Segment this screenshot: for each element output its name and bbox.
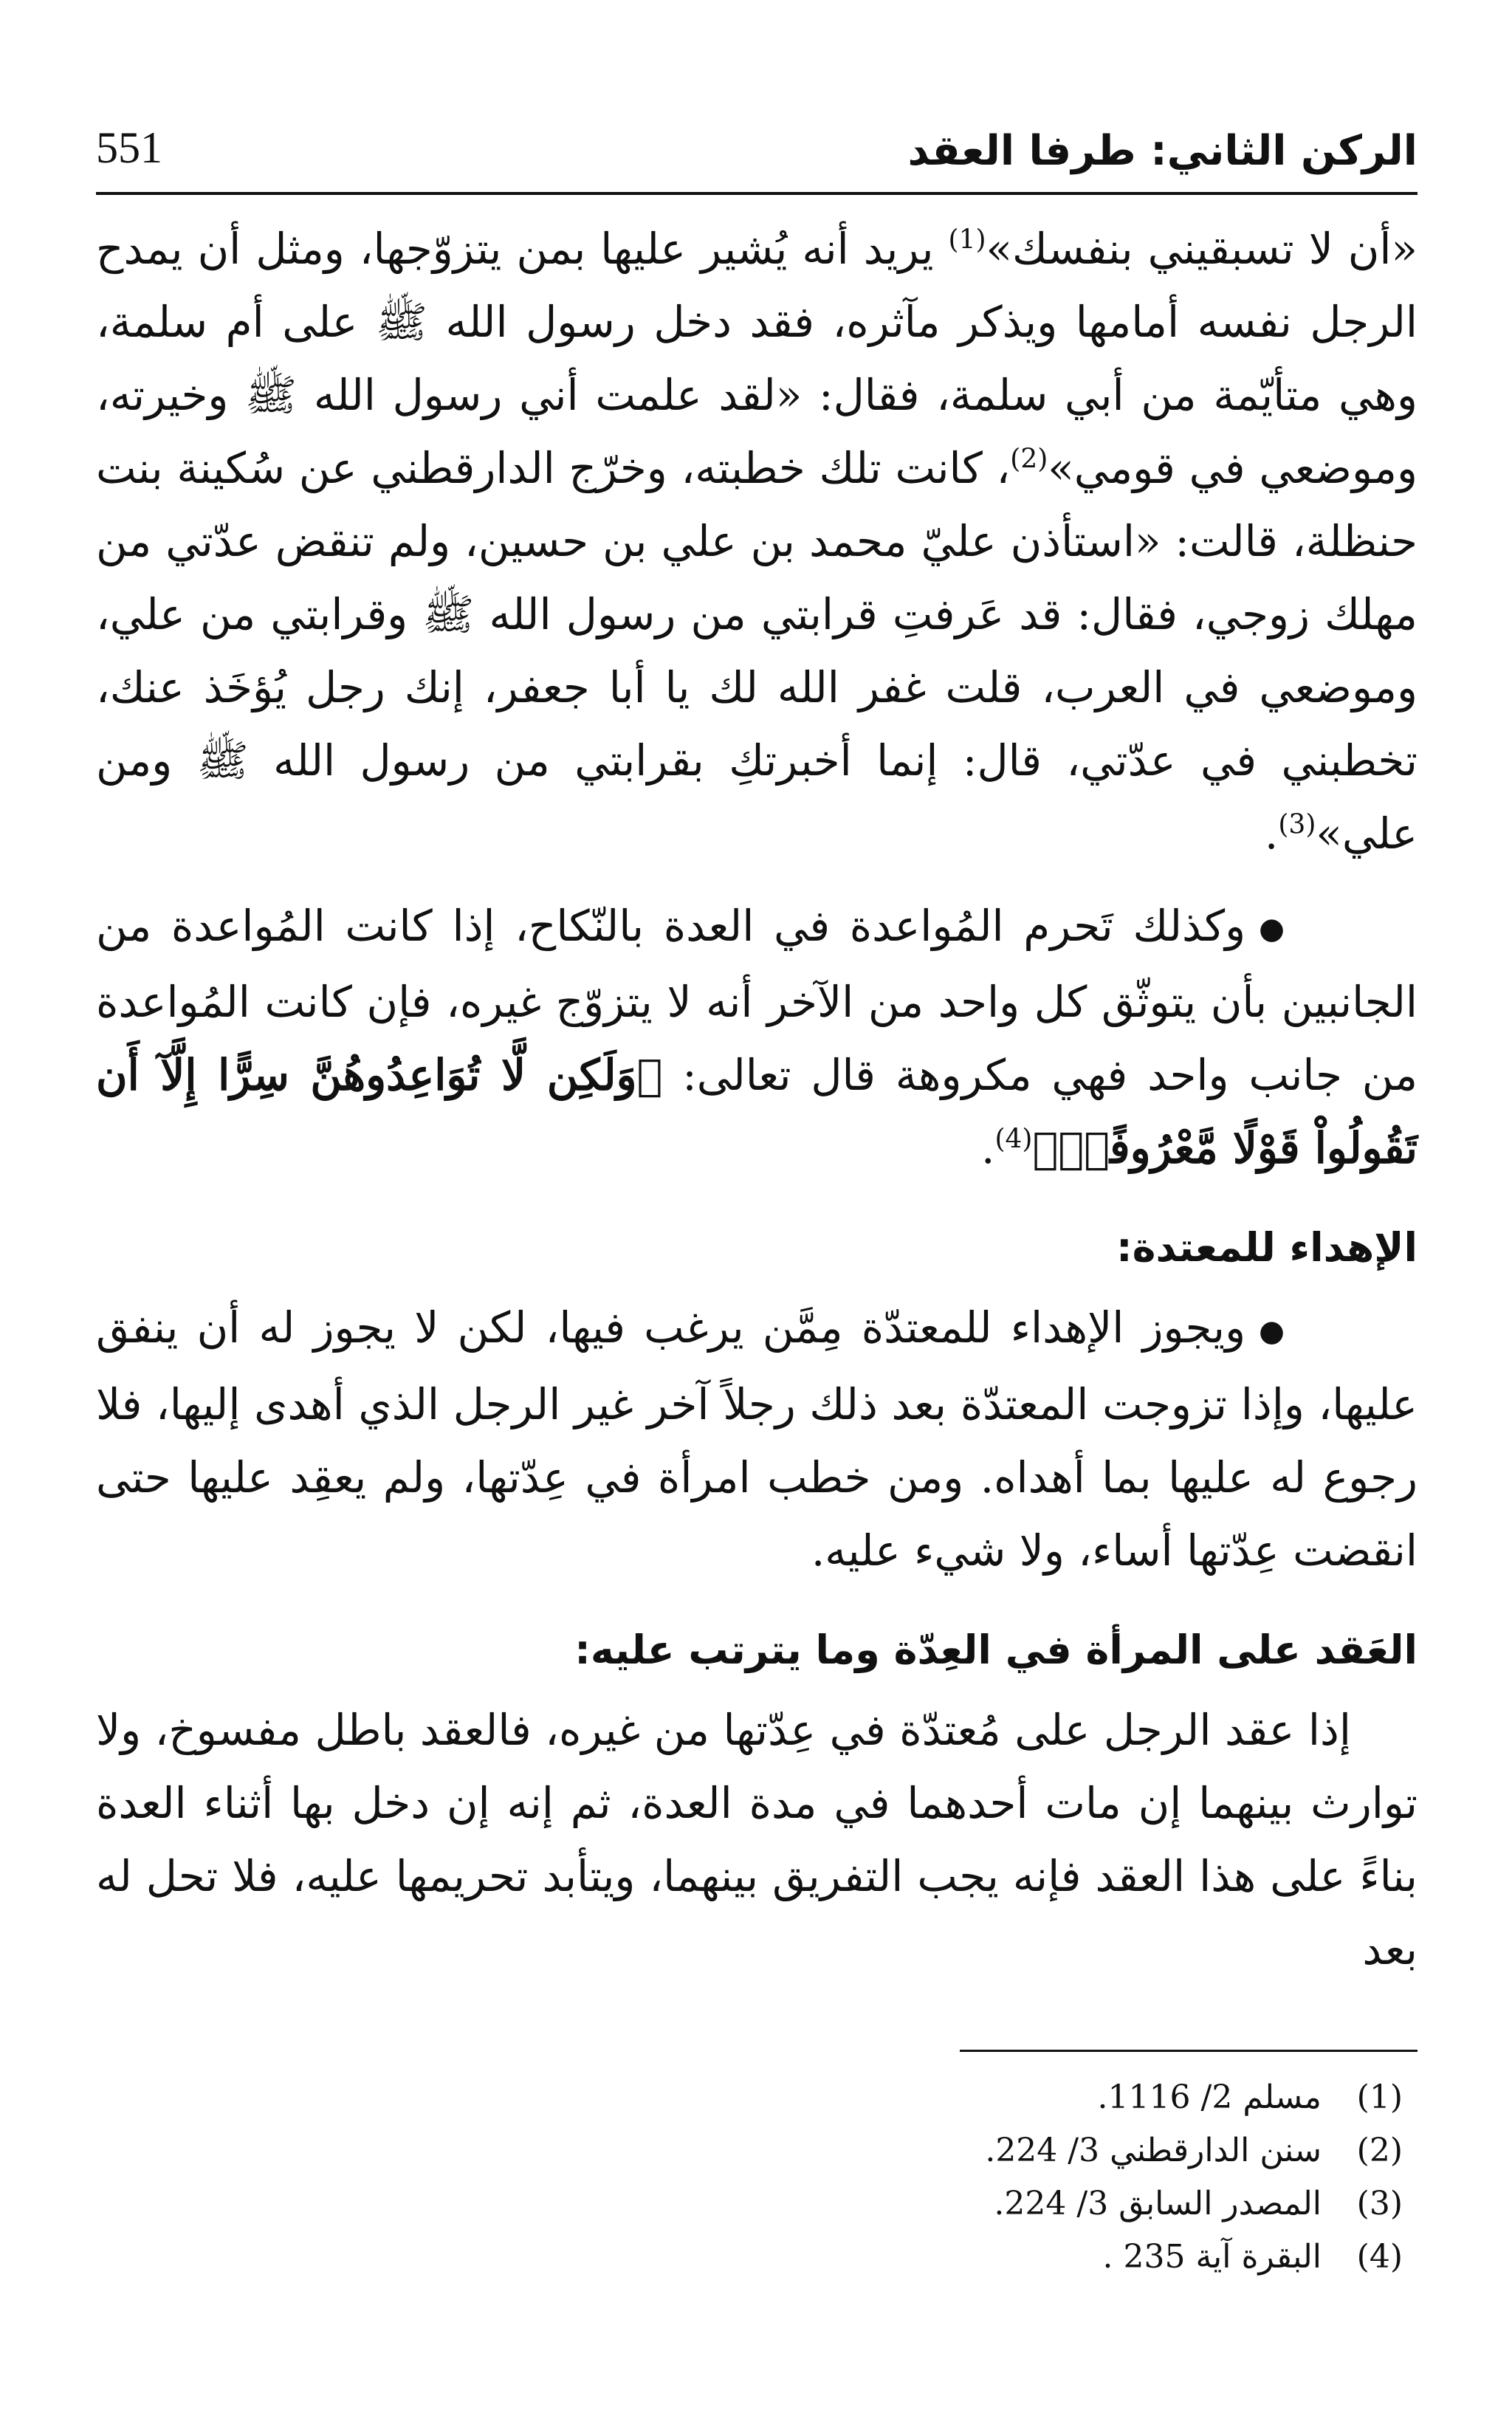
paragraph-2: [96, 890, 1418, 1185]
footnote-ref-4: (4): [994, 1125, 1033, 1156]
section-heading-gifts: الإهداء للمعتدة:: [1116, 1224, 1418, 1271]
page-number: 551: [96, 123, 162, 172]
paragraph-1: [96, 213, 1418, 871]
footnote-item: [96, 2071, 1403, 2124]
footnote-ref-1: (1): [948, 224, 986, 255]
footnote-text: البقرة آية 235 .: [1102, 2237, 1322, 2276]
footnote-item: [96, 2124, 1403, 2177]
footnote-number: (3): [1356, 2184, 1403, 2222]
footnote-text: مسلم 2/ 1116.: [1097, 2078, 1322, 2116]
running-header: [96, 111, 1418, 195]
paragraph-1-part-b: يريد أنه يُشير عليها بمن يتزوّجها، ومثل أن يمدح الرجل نفسه أمامها ويذكر مآثره، فقد دخل رسول الله ﷺ على أم سلمة، وهي متأيّمة من أبي سلمة، فقال: «لقد علمت أني رسول الله ﷺ وخيرته، وموضعي في قومي»: [96, 224, 1418, 493]
footnote-text: المصدر السابق 3/ 224.: [994, 2184, 1322, 2222]
paragraph-4-text: إذا عقد الرجل على مُعتدّة في عِدّتها من غيره، فالعقد باطل مفسوخ، ولا توارث بينهما إن مات أحدهما في مدة العدة، ثم إنه إن دخل بها أثناء العدة بناءً على هذا العقد فإنه يجب التفريق بينهما، ويتأبد تحريمها عليه، فلا تحل له بعد: [96, 1704, 1418, 1974]
chapter-title: الركن الثاني: طرفا العقد: [907, 127, 1418, 175]
footnote-ref-2: (2): [1010, 444, 1048, 475]
paragraph-2-part-a: وكذلك تَحرم المُواعدة في العدة بالنّكاح، إذا كانت المُواعدة من الجانبين بأن يتوثّق كل واحد من الآخر أنه لا يتزوّج غيره، فإن كانت المُواعدة من جانب واحد فهي مكروهة قال تعالى:: [96, 901, 1418, 1101]
footnote-text: سنن الدارقطني 3/ 224.: [985, 2131, 1322, 2169]
paragraph-1-part-a: «أن لا تسبقيني بنفسك»: [986, 224, 1418, 274]
paragraph-4: [96, 1694, 1418, 1986]
paragraph-2-part-b: .: [981, 1123, 995, 1174]
paragraph-1-part-c: ، كانت تلك خطبته، وخرّج الدارقطني عن سُكينة بنت حنظلة، قالت: «استأذن عليّ محمد بن علي بن حسين، ولم تنقض عدّتي من مهلك زوجي، فقال: قد عَرفتِ قرابتي من رسول الله ﷺ وقرابتي من علي، وموضعي في العرب، قلت غفر الله لك يا أبا جعفر، إنك رجل يُؤخَذ عنك، تخطبني في عدّتي، قال: إنما أخبرتكِ بقرابتي من رسول الله ﷺ ومن علي»: [96, 443, 1418, 859]
section-heading-contract: العَقد على المرأة في العِدّة وما يترتب عليه:: [574, 1626, 1418, 1673]
footnote-item: [96, 2231, 1403, 2284]
paragraph-3: [96, 1291, 1418, 1587]
footnote-number: (4): [1356, 2237, 1403, 2276]
footnote-item: [96, 2177, 1403, 2231]
footnote-number: (2): [1356, 2131, 1403, 2169]
footnote-divider: [960, 2050, 1418, 2052]
paragraph-1-part-d: .: [1264, 809, 1279, 859]
quran-verse: ﴿وَلَكِن لَّا تُوَاعِدُوهُنَّ سِرًّا إِلَّآ أَن تَقُولُواْ قَوْلًا مَّعْرُوفًاۚ﴾: [96, 1050, 1418, 1174]
footnote-ref-3: (3): [1278, 809, 1316, 840]
bullet-icon: ●: [1259, 1314, 1285, 1348]
footnote-number: (1): [1356, 2078, 1403, 2116]
book-page: [96, 111, 1418, 2370]
footnotes: [96, 2071, 1418, 2284]
body-text: [96, 213, 1418, 1986]
bullet-icon: ●: [1259, 912, 1285, 947]
paragraph-3-text: ويجوز الإهداء للمعتدّة مِمَّن يرغب فيها، لكن لا يجوز له أن ينفق عليها، وإذا تزوجت المعتدّة بعد ذلك رجلاً آخر غير الرجل الذي أهدى إليها، فلا رجوع له عليها بما أهداه. ومن خطب امرأة في عِدّتها، ولم يعقِد عليها حتى انقضت عِدّتها أساء، ولا شيء عليه.: [96, 1302, 1418, 1576]
